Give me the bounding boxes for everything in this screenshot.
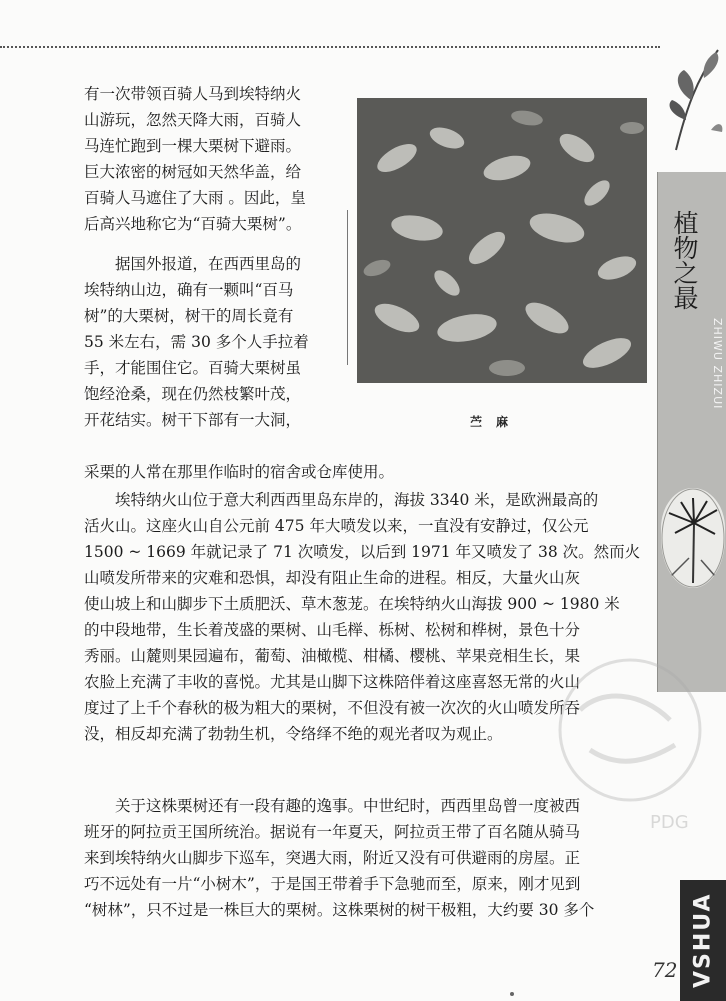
text-line: 马连忙跑到一棵大栗树下避雨。 [84,137,302,155]
paragraph-2-continuation: 采栗的人常在那里作临时的宿舍或仓库使用。 [84,463,395,481]
text-line: 手，才能围住它。百骑大栗树虽 [84,359,302,377]
text-line: “树林”，只不过是一株巨大的栗树。这株栗树的树干极粗，大约要 30 多个 [84,901,595,919]
text-line: 的中段地带，生长着茂盛的栗树、山毛榉、栎树、松树和桦树，景色十分 [84,621,581,639]
library-seal-watermark [510,650,726,840]
figure-caption: 苎麻 [470,415,523,429]
text-line: 埃特纳火山位于意大利西西里岛东岸的，海拔 3340 米，是欧洲最高的 [84,491,599,509]
text-line: 农脸上充满了丰收的喜悦。尤其是山脚下这株陪伴着这座喜怒无常的火山 [84,673,581,691]
text-line: 55 米左右，需 30 多个人手拉着 [84,333,309,351]
text-line: 开花结实。树干下部有一大洞， [84,411,302,429]
text-line: 据国外报道，在西西里岛的 [84,255,302,273]
leaf-ornament-icon [656,20,726,155]
ramie-plant-photo [357,98,647,383]
text-line: 秀丽。山麓则果园遍布，葡萄、油橄榄、柑橘、樱桃、苹果竞相生长，果 [84,647,581,665]
text-line: 关于这株栗树还有一段有趣的逸事。中世纪时，西西里岛曾一度被西 [84,797,581,815]
palm-tree-image [661,488,725,588]
page-number: 72 [652,958,678,982]
text-line: 班牙的阿拉贡王国所统治。据说有一年夏天，阿拉贡王带了百名随从骑马 [84,823,581,841]
text-line: 有一次带领百骑人马到埃特纳火 [84,85,302,103]
text-line: 埃特纳山边，确有一颗叫“百马 [84,281,294,299]
side-badge: VSHUA [680,880,726,1001]
text-line: 后高兴地称它为“百骑大栗树”。 [84,215,302,233]
bottom-dot [510,992,514,996]
top-dotted-rule [0,46,660,48]
watermark-text: PDG [650,812,689,833]
text-line: 山喷发所带来的灾难和恐惧，却没有阻止生命的进程。相反，大量火山灰 [84,569,581,587]
text-line: 来到埃特纳火山脚步下巡车，突遇大雨，附近又没有可供避雨的房屋。正 [84,849,581,867]
text-line: 使山坡上和山脚步下土质肥沃、草木葱茏。在埃特纳火山海拔 900 ~ 1980 米 [84,595,620,613]
chapter-title: 植物之最 [670,210,699,310]
text-line: 度过了上千个春秋的极为粗大的栗树，不但没有被一次次的火山喷发所吞 [84,699,581,717]
text-line: 活火山。这座火山自公元前 475 年大喷发以来，一直没有安静过，仅公元 [84,517,589,535]
text-line: 1500 ~ 1669 年就记录了 71 次喷发，以后到 1971 年又喷发了 38 次。然而火 [84,543,641,561]
text-line: 巨大浓密的树冠如天然华盖，给 [84,163,302,181]
chapter-pinyin: ZHIWU ZHIZUI [711,318,724,410]
text-line: 没，相反却充满了勃勃生机，令络绎不绝的观光者叹为观止。 [84,725,503,743]
figure-frame-line [347,210,348,365]
text-line: 树”的大栗树，树干的周长竟有 [84,307,294,325]
text-line: 巧不远处有一片“小树木”，于是国王带着手下急驰而至，原来，刚才见到 [84,875,581,893]
text-line: 饱经沧桑，现在仍然枝繁叶茂， [84,385,302,403]
text-line: 山游玩，忽然天降大雨，百骑人 [84,111,302,129]
text-line: 百骑人马遮住了大雨 。因此，皇 [84,189,306,207]
